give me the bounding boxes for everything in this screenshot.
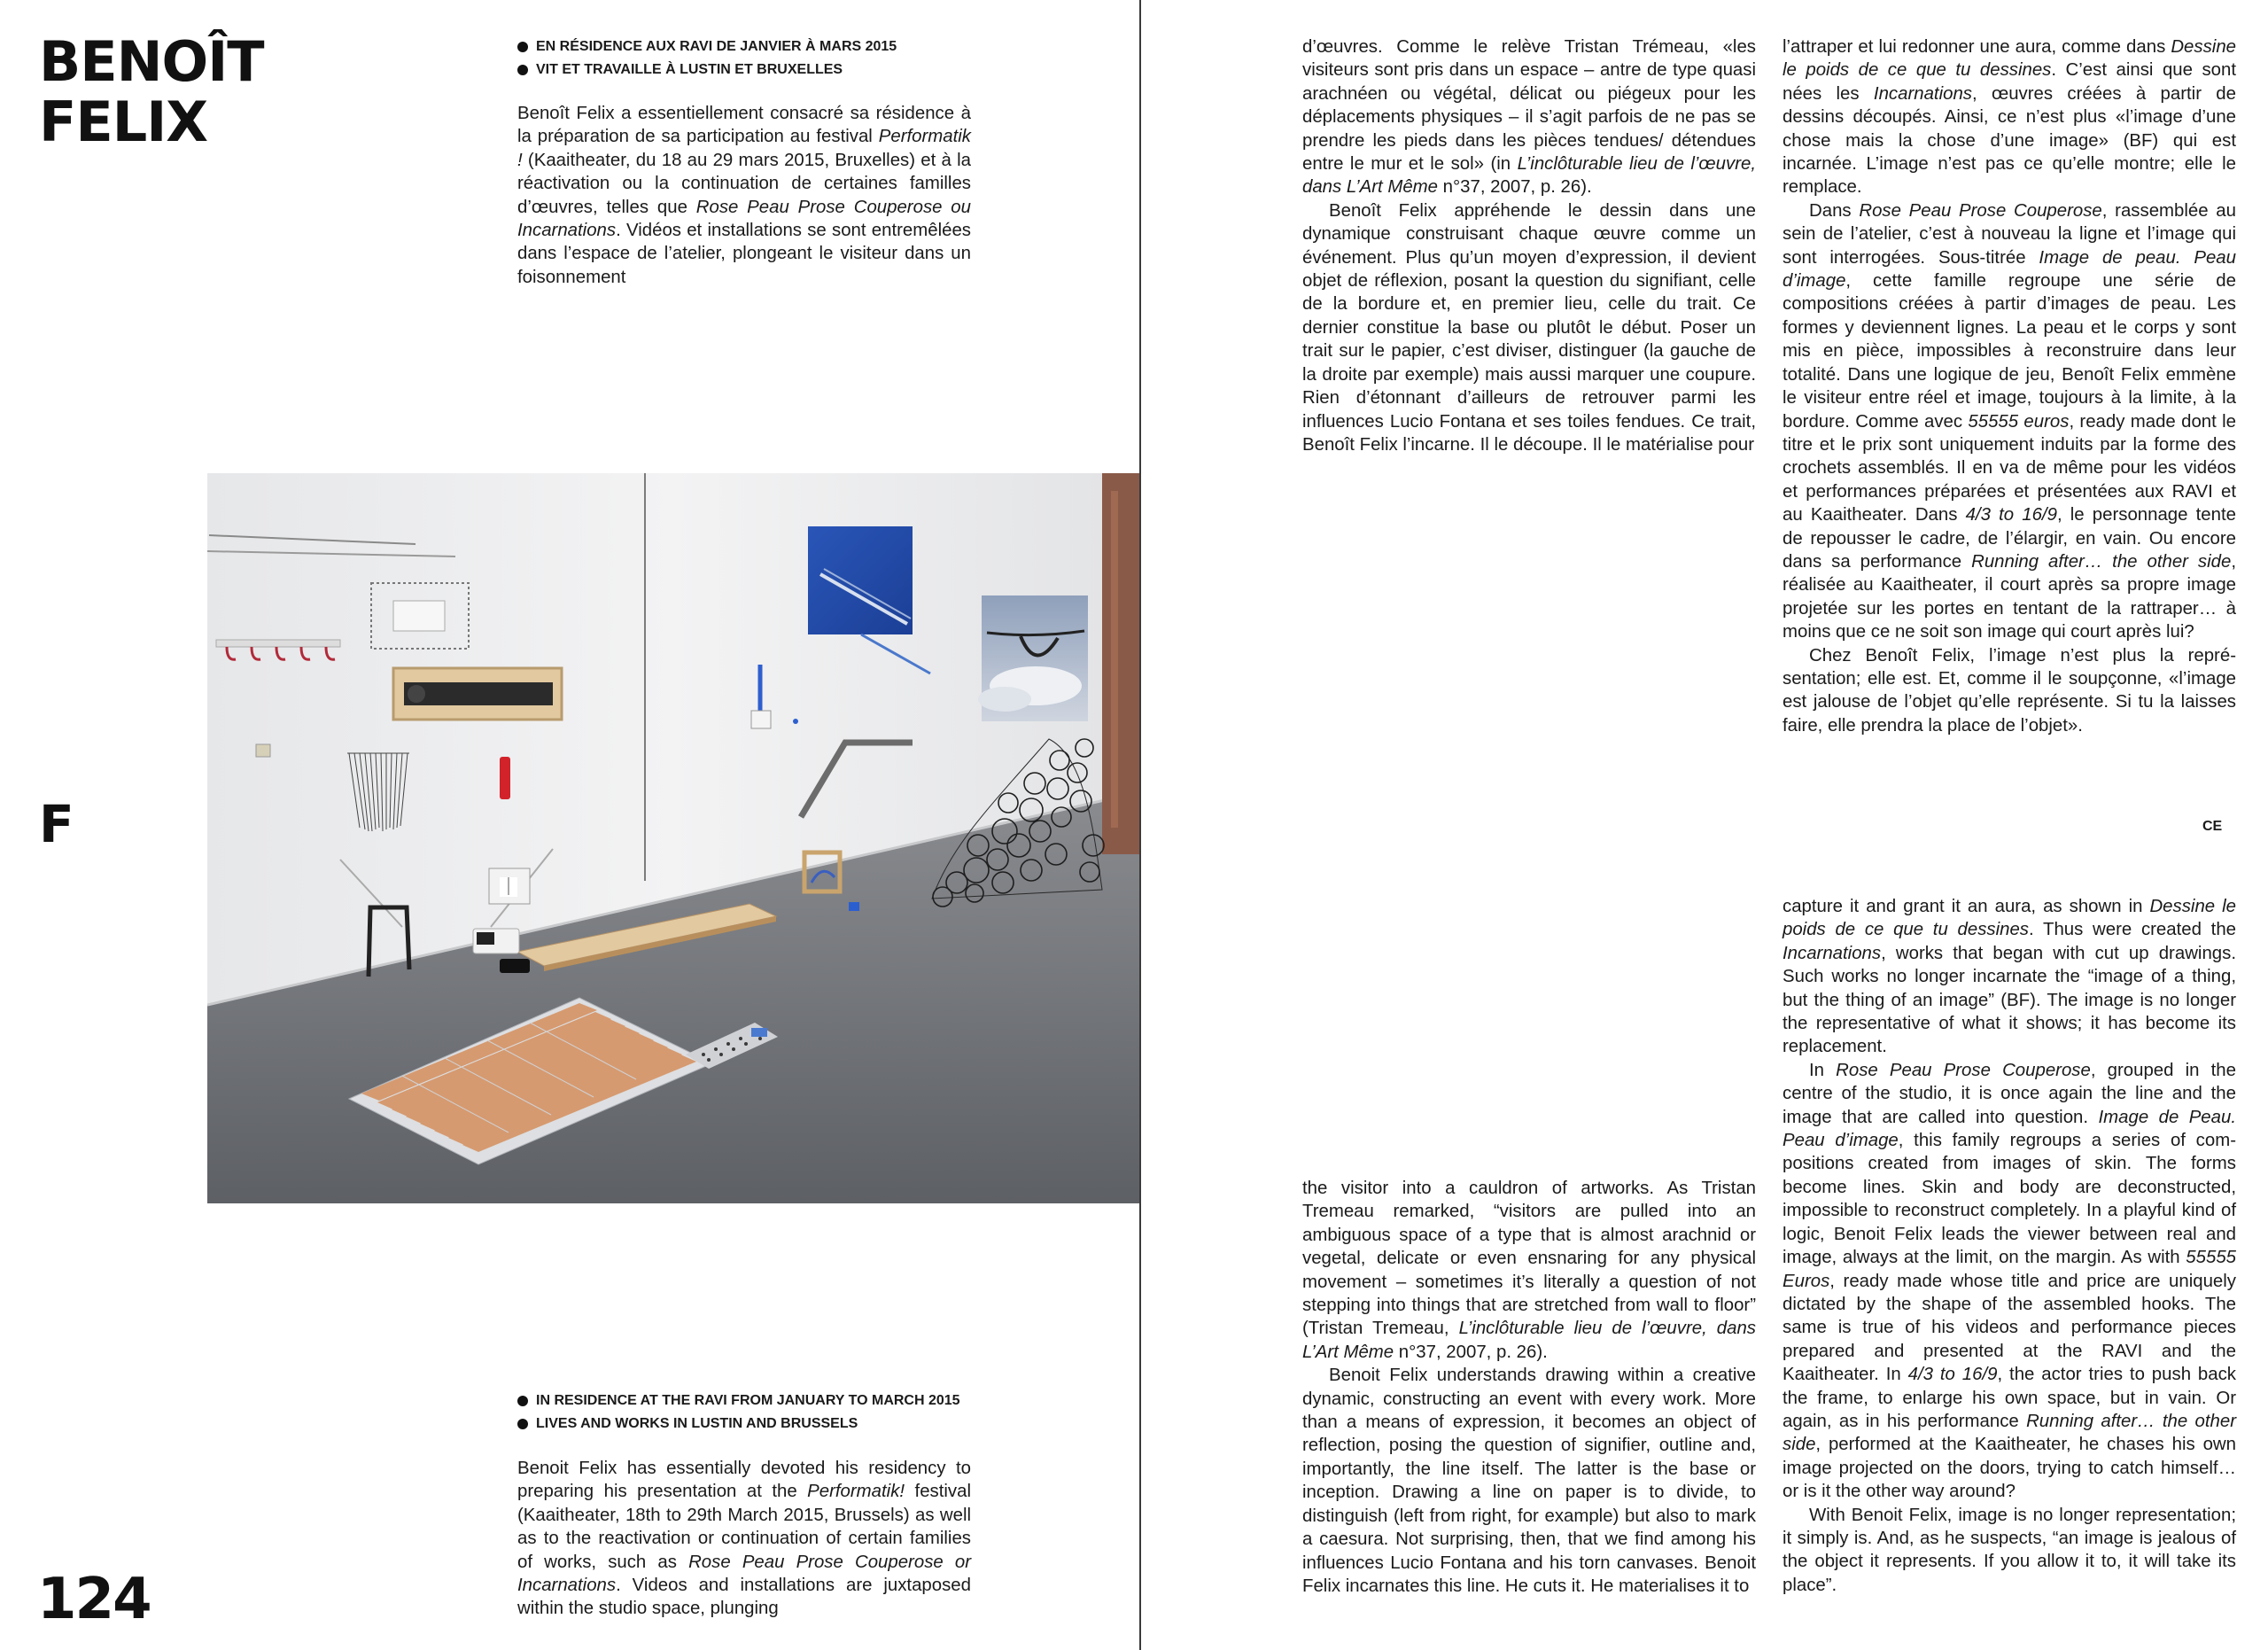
bullet-dot-icon bbox=[517, 1396, 528, 1406]
title-line-last: FELIX bbox=[39, 90, 208, 154]
french-column-1 bbox=[517, 102, 971, 289]
studio-installation-image bbox=[207, 473, 1139, 1203]
bullet-dot-icon bbox=[517, 65, 528, 75]
bullet-dot-icon bbox=[517, 1419, 528, 1429]
english-info-list bbox=[517, 1389, 960, 1436]
page-number: 124 bbox=[37, 1567, 151, 1632]
french-paragraph: l’attraper et lui redonner une aura, comme dans Dessine le poids de ce que tu dessines. C’est ainsi que sont nées les Incarnations, œuvres créées à partir de dessins découpés. Ainsi, ce n’est plus «l’image d’une chose mais la chose d’une image» (BF) qui est incarnée. L’image n’est pas ce qu’elle montre; elle le remplace. bbox=[1783, 37, 2237, 198]
english-column-1 bbox=[517, 1457, 971, 1621]
artist-name-title bbox=[39, 29, 264, 154]
french-info-item: VIT ET TRAVAILLE À LUSTIN ET BRUXELLES bbox=[517, 58, 897, 82]
french-paragraph: Dans Rose Peau Prose Couperose, rassemblée au sein de l’atelier, c’est à nouveau la ligne et l’image qui sont interrogées. Sous-titrée Image de peau. Peau d’image, cette famille regroupe une série de compositions créées à partir d’images de peau. Les formes y deviennent lignes. La peau et le corps y sont mis en pièce, impossibles à reconstruire dans leur totalité. Dans une logique de jeu, Benoît Felix emmène le visiteur entre réel et image, toujours à la limite, à la bordure. Comme avec 55555 euros, ready made dont le titre et le prix sont uniquement induits par la forme des crochets assemblés. Il en va de même pour les vidéos et performances préparées et présentées aux RAVI et au Kaaitheater. Dans 4/3 to 16/9, le personnage tente de repousser le cadre, de l’élargir, en vain. Ou encore dans sa performance Running after… the other side, réalisée au Kaaitheater, il court après sa propre image projetée sur les portes en tentant de la rattraper… à moins que ce ne soit son image qui court après lui? bbox=[1783, 200, 2236, 642]
french-column-2 bbox=[1302, 35, 1756, 456]
english-paragraph: With Benoit Felix, image is no longer representation; it simply is. And, as he suspects, “an image is jealous of the object it represents. If you allow it to, it will take its place”. bbox=[1783, 1505, 2236, 1595]
english-paragraph: In Rose Peau Prose Couperose, grouped in the centre of the studio, it is once again the line and the image that are called into question. Image de Peau. Peau d’image, this family regroups a series of compositions created from images of skin. The forms become lines. Skin and body are deconstructed, impossible to reconstruct completely. In a playful kind of logic, Benoit Felix leads the viewer between real and image, always at the limit, on the margin. As with 55555 Euros, ready made whose title and price are uniquely dictated by the shape of the assembled hooks. The same is true of his videos and performance pieces prepared and presented at the RAVI and the Kaaitheater. In 4/3 to 16/9, the actor tries to push back the frame, to enlarge his own space, but in vain. Or again, as in his performance Running after… the other side, performed at the Kaaitheater, he chases his own image projected on the doors, trying to catch himself… or is it the other way around? bbox=[1783, 1060, 2236, 1502]
title-line-first: BENOÎT bbox=[39, 29, 264, 94]
page-fold-divider bbox=[1139, 0, 1141, 1650]
english-paragraph: capture it and grant it an aura, as shown in Dessine le poids de ce que tu dessines. Thus were created the Incarnations, works that began with cut up drawings. Such works no longer incarnate the “image of a thing, but the thing of an image” (BF). The image is no longer the representative of what it shows; it has become its replacement. bbox=[1783, 897, 2237, 1057]
english-column-3 bbox=[1783, 895, 2236, 1597]
english-paragraph: Benoit Felix understands drawing within a creative dynamic, constructing an event with every work. More than a means of expression, it becomes an object of reflection, posing the question of signifier, outline and, importantly, the line itself. The latter is the base or inception. Drawing a line on paper is to divide, to distinguish (left from right, for example) but also to mark a caesura. Not surprising, then, that we find among his influences Lucio Fontana and his torn canvases. Benoit Felix incarnates this line. He cuts it. He materialises it to bbox=[1302, 1366, 1756, 1596]
author-initials: CE bbox=[2202, 819, 2223, 834]
french-paragraph: d’œuvres. Comme le relève Tristan Trémeau, «les visiteurs sont pris dans un espace – antre de type quasi arachnéen ou végétal, délicat ou piégeux pour les déplacements physiques – il s’agit parfois de ne pas se prendre les pieds dans les pièces tendues/ détendues entre le mur et le sol» (in L’inclôturable lieu de l’œuvre, dans L’Art Même n°37, 2007, p. 26). bbox=[1302, 37, 1756, 198]
english-info-item: LIVES AND WORKS IN LUSTIN AND BRUSSELS bbox=[517, 1413, 960, 1436]
section-letter: F bbox=[39, 794, 74, 854]
french-column-3 bbox=[1783, 35, 2236, 737]
english-column-2 bbox=[1302, 1177, 1756, 1598]
french-info-item: EN RÉSIDENCE AUX RAVI DE JANVIER À MARS 2015 bbox=[517, 35, 897, 58]
english-info-item: IN RESIDENCE AT THE RAVI FROM JANUARY TO MARCH 2015 bbox=[517, 1389, 960, 1413]
english-paragraph: Benoit Felix has essentially devoted his residency to preparing his presentation at the Performatik! festival (Kaaitheater, 18th to 29th March 2015, Brussels) as well as to the reactivation or continuation of certain families of works, such as Rose Peau Prose Couperose or Incarnations. Videos and installations are juxtaposed within the studio space, plunging bbox=[517, 1459, 971, 1619]
french-info-list bbox=[517, 35, 897, 82]
french-paragraph: Benoît Felix appréhende le dessin dans une dynamique construisant chaque œuvre comme un événement. Plus qu’un moyen d’expression, il devient objet de réflexion, posant la question du signifiant, celle de la bordure et, en premier lieu, celle du trait. Ce dernier constitue la base ou plutôt le début. Poser un trait sur le papier, c’est diviser, distinguer (la gauche de la droite par exemple) mais aussi marquer une coupure. Rien d’étonnant d’ailleurs de retrouver parmi les influences Lucio Fontana et ses toiles fendues. Ce trait, Benoît Felix l’incarne. Il le découpe. Il le matérialise pour bbox=[1302, 200, 1756, 455]
bullet-dot-icon bbox=[517, 42, 528, 52]
french-paragraph: Benoît Felix a essentiellement consacré sa résidence à la préparation de sa participation au festival Performatik ! (Kaaitheater, du 18 au 29 mars 2015, Bruxelles) et à la réactivation ou la continuation de certaines familles d’œuvres, telles que Rose Peau Prose Couperose ou Incarnations. Vidéos et installations se sont entremêlées dans l’espace de l’atelier, plongeant le visiteur dans un foisonnement bbox=[517, 104, 971, 287]
installation-photo bbox=[207, 473, 1139, 1203]
english-paragraph: the visitor into a cauldron of artworks. As Tristan Tremeau remarked, “visitors are pulled into an ambiguous space of a type that is almost arachnid or vegetal, delicate or even ensnaring for any physical movement – sometimes it’s literally a question of not stepping into things that are stretched from wall to floor” (Tristan Tremeau, L’inclôturable lieu de l’œuvre, dans L’Art Même n°37, 2007, p. 26). bbox=[1302, 1179, 1757, 1362]
french-paragraph: Chez Benoît Felix, l’image n’est plus la représentation; elle est. Et, comme il le soupçonne, «l’image est jalouse de l’objet qu’elle représente. Si tu la laisses faire, elle prendra la place de l’objet». bbox=[1783, 645, 2236, 735]
